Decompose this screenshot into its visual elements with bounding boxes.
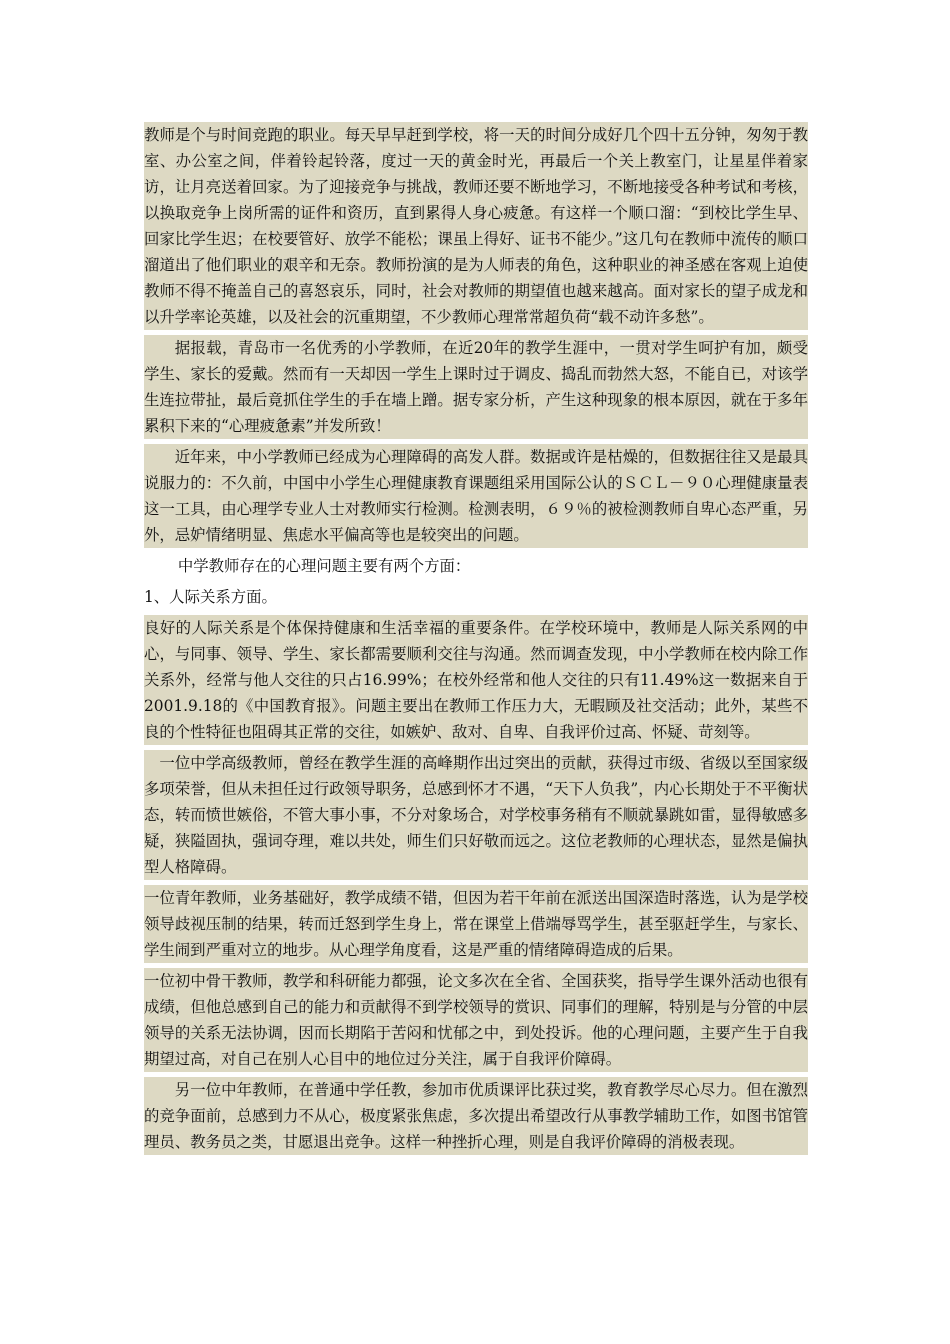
paragraph-qingdao-case: 据报载，青岛市一名优秀的小学教师，在近20年的教学生涯中，一贯对学生呵护有加，颇受学生、家长的爱戴。然而有一天却因一学生上课时过于调皮、捣乱而勃然大怒，不能自已，对该学生连拉带扯，最后竟抓住学生的手在墙上蹭。据专家分析，产生这种现象的根本原因，就在于多年累积下来的“心理疲惫素”并发所致！ [144,335,808,439]
paragraph-backbone-teacher-case: 一位初中骨干教师，教学和科研能力都强，论文多次在全省、全国获奖，指导学生课外活动也很有成绩，但他总感到自己的能力和贡献得不到学校领导的赏识、同事们的理解，特别是与分管的中层领导的关系无法协调，因而长期陷于苦闷和忧郁之中，到处投诉。他的心理问题，主要产生于自我期望过高，对自己在别人心目中的地位过分关注，属于自我评价障碍。 [144,968,808,1072]
paragraph-senior-teacher-case: 一位中学高级教师，曾经在教学生涯的高峰期作出过突出的贡献，获得过市级、省级以至国家级多项荣誉，但从未担任过行政领导职务，总感到怀才不遇，“天下人负我”，内心长期处于不平衡状态，转而愤世嫉俗，不管大事小事，不分对象场合，对学校事务稍有不顺就暴跳如雷，显得敏感多疑，狭隘固执，强词夺理，难以共处，师生们只好敬而远之。这位老教师的心理状态，显然是偏执型人格障碍。 [144,750,808,880]
paragraph-middle-aged-teacher-case: 另一位中年教师，在普通中学任教，参加市优质课评比获过奖，教育教学尽心尽力。但在激烈的竞争面前，总感到力不从心，极度紧张焦虑，多次提出希望改行从事教学辅助工作，如图书馆管理员、教务员之类，甘愿退出竞争。这样一种挫折心理，则是自我评价障碍的消极表现。 [144,1077,808,1155]
paragraph-young-teacher-case: 一位青年教师，业务基础好，教学成绩不错，但因为若干年前在派送出国深造时落选，认为是学校领导歧视压制的结果，转而迁怒到学生身上，常在课堂上借端辱骂学生，甚至驱赶学生，与家长、学生闹到严重对立的地步。从心理学角度看，这是严重的情绪障碍造成的后果。 [144,885,808,963]
section-heading-interpersonal: 1、人际关系方面。 [144,588,277,606]
paragraph-intro: 教师是个与时间竞跑的职业。每天早早赶到学校，将一天的时间分成好几个四十五分钟，匆匆于教室、办公室之间，伴着铃起铃落，度过一天的黄金时光，再最后一个关上教室门，让星星伴着家访，让月亮送着回家。为了迎接竞争与挑战，教师还要不断地学习，不断地接受各种考试和考核，以换取竞争上岗所需的证件和资历，直到累得人身心疲惫。有这样一个顺口溜：“到校比学生早、回家比学生迟；在校要管好、放学不能松；课虽上得好、证书不能少。”这几句在教师中流传的顺口溜道出了他们职业的艰辛和无奈。教师扮演的是为人师表的角色，这种职业的神圣感在客观上迫使教师不得不掩盖自己的喜怒哀乐，同时，社会对教师的期望值也越来越高。面对家长的望子成龙和以升学率论英雄，以及社会的沉重期望，不少教师心理常常超负荷“载不动许多愁”。 [144,122,808,330]
paragraph-statistics: 近年来，中小学教师已经成为心理障碍的高发人群。数据或许是枯燥的，但数据往往又是最具说服力的：不久前，中国中小学生心理健康教育课题组采用国际公认的ＳＣＬ－９０心理健康量表这一工具，由心理学专业人士对教师实行检测。检测表明，６９％的被检测教师自卑心态严重，另外，忌妒情绪明显、焦虑水平偏高等也是较突出的问题。 [144,444,808,548]
paragraph-problems-heading: 中学教师存在的心理问题主要有两个方面： [177,557,471,575]
paragraph-interpersonal: 良好的人际关系是个体保持健康和生活幸福的重要条件。在学校环境中，教师是人际关系网的中心，与同事、领导、学生、家长都需要顺利交往与沟通。然而调查发现，中小学教师在校内除工作关系外，经常与他人交往的只占16.99%；在校外经常和他人交往的只有11.49%这一数据来自于2001.9.18的《中国教育报》。问题主要出在教师工作压力大，无暇顾及社交活动；此外，某些不良的个性特征也阻碍其正常的交往，如嫉妒、敌对、自卑、自我评价过高、怀疑、苛刻等。 [144,615,808,745]
document-body [144,122,808,1160]
